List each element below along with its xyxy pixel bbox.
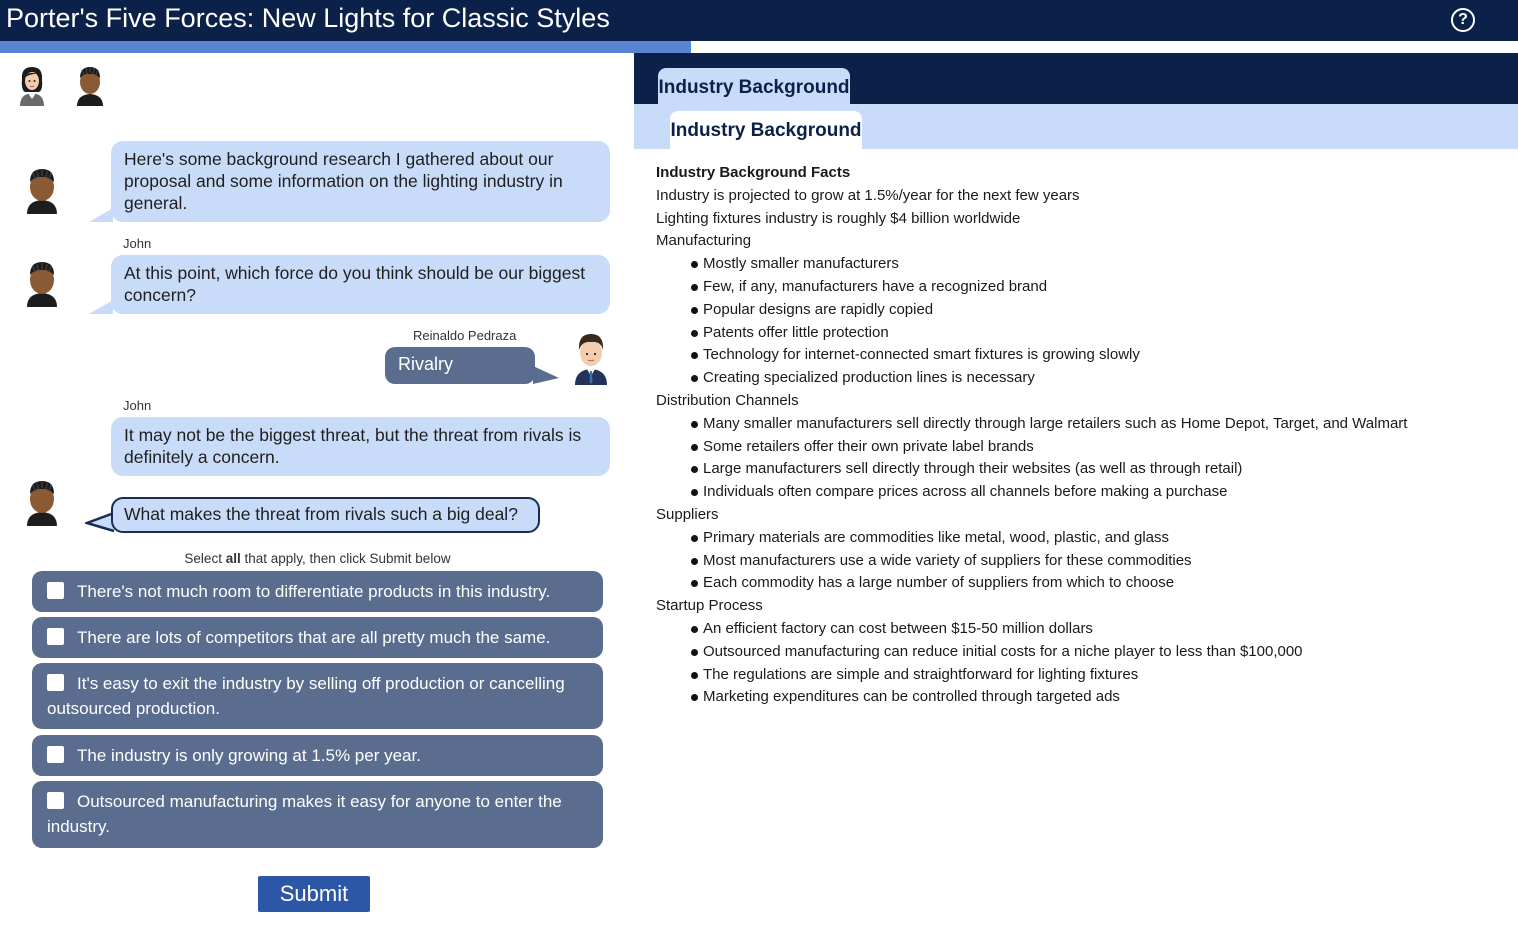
question-bubble [111,497,540,533]
list-item-text: Each commodity has a large number of suppliers from which to choose [703,574,1175,592]
subtab-industry-background[interactable]: Industry Background [670,111,862,149]
answer-option-5[interactable] [32,781,603,848]
list-item-text: Patents offer little protection [703,323,889,341]
list-item-text: Large manufacturers sell directly through their websites (as well as through retail) [703,460,1243,478]
participant-john-avatar-icon [75,64,105,106]
list-item-text: Many smaller manufacturers sell directly through large retailers such as Home Depot, Target, and Walmart [703,414,1408,432]
option-checkbox[interactable] [47,582,64,599]
list-item [656,458,1506,481]
list-item [656,550,1506,573]
reply-bubble-tail [533,366,559,384]
list-item [656,322,1506,345]
option-checkbox[interactable] [47,674,64,691]
bubble-tail [89,208,113,222]
list-item-text: Outsourced manufacturing can reduce initial costs for a niche player to less than $100,000 [703,642,1303,660]
list-item [656,664,1506,687]
title-bar [0,0,1518,41]
list-item-text: Creating specialized production lines is necessary [703,369,1035,387]
list-item-text: Individuals often compare prices across all channels before making a purchase [703,483,1228,501]
option-label: There's not much room to differentiate products in this industry. [77,582,551,601]
list-item [656,641,1506,664]
list-item [656,253,1506,276]
speaker-name: Reinaldo Pedraza [413,328,517,343]
list-item [656,686,1506,709]
startup-list [656,618,1506,709]
bubble-tail [89,300,113,314]
chat-message-text: At this point, which force do you think should be our biggest concern? [124,263,586,305]
manufacturing-list [656,253,1506,390]
list-item [656,527,1506,550]
answer-option-3[interactable] [32,663,603,729]
instruction-bold: all [225,551,241,566]
answer-option-2[interactable] [32,617,603,658]
instruction-post: that apply, then click Submit below [240,551,451,566]
instruction-pre: Select [184,551,226,566]
list-item-text: Marketing expenditures can be controlled through targeted ads [703,688,1120,706]
list-item [656,344,1506,367]
john-avatar-icon [25,259,59,307]
john-avatar-icon [25,478,59,526]
option-label: It's easy to exit the industry by selling off production or cancelling outsourced production. [47,674,565,718]
list-item-text: An efficient factory can cost between $15-50 million dollars [703,619,1093,637]
option-checkbox[interactable] [47,628,64,645]
list-item-text: The regulations are simple and straightforward for lighting fixtures [703,665,1139,683]
facts-intro-line: Industry is projected to grow at 1.5%/year for the next few years [656,186,1080,204]
list-item [656,367,1506,390]
instruction-text [32,551,603,566]
section-title-distribution: Distribution Channels [656,391,799,409]
list-item [656,436,1506,459]
speaker-name: John [123,236,152,251]
list-item-text: Some retailers offer their own private label brands [703,437,1034,455]
list-item-text: Mostly smaller manufacturers [703,255,899,273]
section-title-manufacturing: Manufacturing [656,232,752,250]
facts-title: Industry Background Facts [656,164,851,181]
industry-facts-content [656,162,1506,709]
list-item [656,481,1506,504]
chat-message-bubble [111,141,610,222]
list-item-text: Few, if any, manufacturers have a recognized brand [703,277,1048,295]
player-reply-text: Rivalry [398,354,454,374]
list-item [656,572,1506,595]
section-title-suppliers: Suppliers [656,505,719,523]
list-item [656,618,1506,641]
section-title-startup: Startup Process [656,597,763,615]
option-label: Outsourced manufacturing makes it easy for anyone to enter the industry. [47,792,562,836]
list-item [656,276,1506,299]
chat-message-bubble [111,255,610,314]
option-label: There are lots of competitors that are all pretty much the same. [77,628,551,647]
list-item-text: Popular designs are rapidly copied [703,300,934,318]
progress-bar-fill [0,41,691,53]
reinaldo-avatar-icon [573,330,609,385]
chat-message-bubble [111,417,610,476]
speaker-name: John [123,398,152,413]
answer-option-4[interactable] [32,735,603,776]
chat-message-text: Here's some background research I gathered about our proposal and some information on the lighting industry in general. [124,149,563,213]
john-avatar-icon [25,166,59,214]
participant-female-avatar-icon [17,64,47,106]
chat-message-text: It may not be the biggest threat, but the threat from rivals is definitely a concern. [124,425,582,467]
suppliers-list [656,527,1506,595]
question-text: What makes the threat from rivals such a big deal? [124,504,518,524]
list-item-text: Most manufacturers use a wide variety of suppliers for these commodities [703,551,1192,569]
list-item-text: Primary materials are commodities like metal, wood, plastic, and glass [703,528,1170,546]
distribution-list [656,413,1506,504]
option-checkbox[interactable] [47,746,64,763]
submit-button[interactable]: Submit [258,876,370,912]
facts-intro-line: Lighting fixtures industry is roughly $4 billion worldwide [656,209,1021,227]
list-item [656,413,1506,436]
player-reply-bubble [385,347,535,384]
page-title: Porter's Five Forces: New Lights for Classic Styles [6,3,610,33]
help-question-icon[interactable]: ? [1451,8,1475,32]
list-item [656,299,1506,322]
tab-industry-background[interactable]: Industry Background [658,68,850,104]
option-checkbox[interactable] [47,792,64,809]
option-label: The industry is only growing at 1.5% per year. [77,746,421,765]
answer-option-1[interactable] [32,571,603,612]
list-item-text: Technology for internet-connected smart fixtures is growing slowly [703,346,1140,364]
